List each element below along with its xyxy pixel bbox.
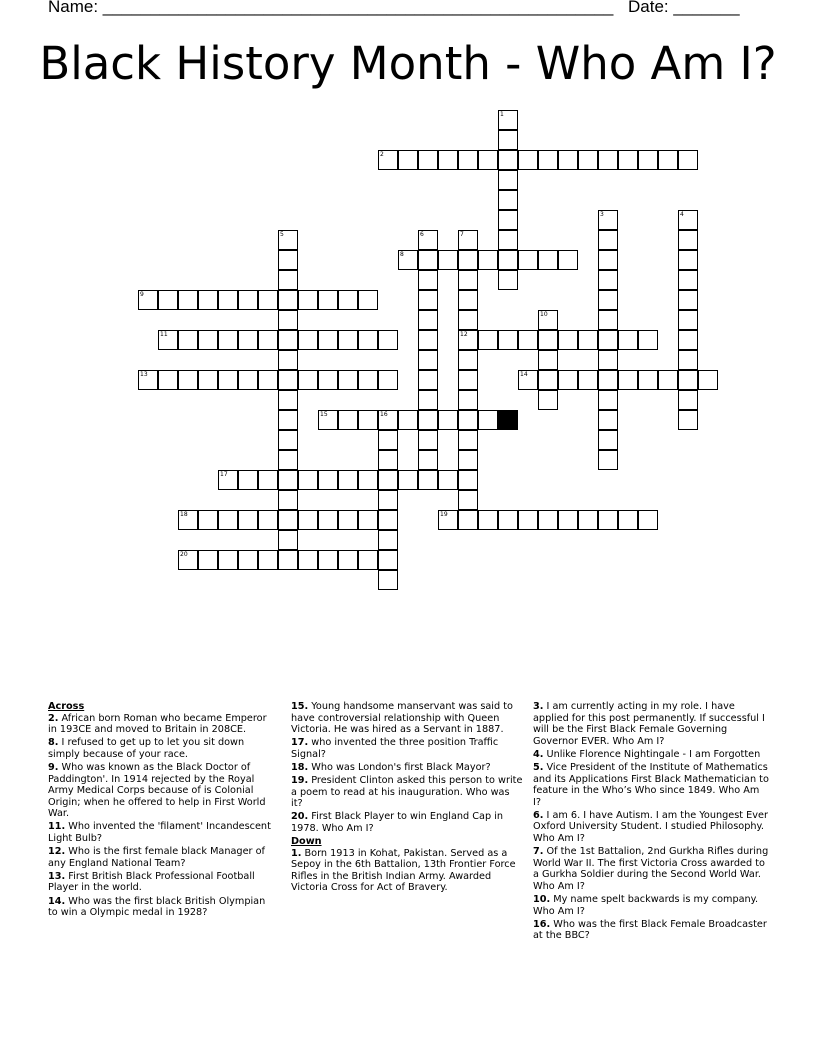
grid-cell[interactable] <box>178 550 198 570</box>
grid-cell[interactable] <box>418 310 438 330</box>
grid-cell[interactable] <box>498 330 518 350</box>
grid-cell[interactable] <box>278 370 298 390</box>
grid-cell[interactable] <box>678 370 698 390</box>
grid-cell[interactable] <box>698 370 718 390</box>
grid-cell[interactable] <box>378 330 398 350</box>
grid-cell[interactable] <box>358 330 378 350</box>
clue-down-10: 10. My name spelt backwards is my company. Who Am I? <box>533 894 759 917</box>
clues-column-2 <box>291 701 523 896</box>
grid-cell[interactable] <box>258 370 278 390</box>
grid-cell[interactable] <box>598 250 618 270</box>
grid-cell[interactable] <box>598 330 618 350</box>
grid-cell[interactable] <box>458 330 478 350</box>
clues-column-3 <box>533 701 769 943</box>
grid-cell[interactable] <box>518 330 538 350</box>
grid-cell[interactable] <box>598 350 618 370</box>
grid-cell[interactable] <box>598 430 618 450</box>
grid-cell[interactable] <box>538 390 558 410</box>
grid-cell[interactable] <box>678 390 698 410</box>
clue-number: 12 <box>460 331 468 338</box>
grid-cell[interactable] <box>618 370 638 390</box>
grid-cell[interactable] <box>678 310 698 330</box>
grid-cell[interactable] <box>478 330 498 350</box>
grid-cell[interactable] <box>418 150 438 170</box>
grid-cell[interactable] <box>678 270 698 290</box>
grid-cell[interactable] <box>198 510 218 530</box>
clue-across-8: 8. I refused to get up to let you sit down simply because of your race. <box>48 737 245 760</box>
clue-across-19: 19. President Clinton asked this person to write a poem to read at his inauguration. Who was it? <box>291 775 523 810</box>
grid-cell[interactable] <box>678 230 698 250</box>
name-field-label: Name: ______________________________________________________ <box>48 0 614 16</box>
grid-cell[interactable] <box>458 230 478 250</box>
clue-number: 16 <box>380 411 388 418</box>
clue-across-13: 13. First British Black Professional Football Player in the world. <box>48 870 255 894</box>
grid-cell[interactable] <box>338 510 358 530</box>
grid-cell[interactable] <box>198 370 218 390</box>
grid-cell[interactable] <box>218 470 238 490</box>
grid-cell[interactable] <box>238 470 258 490</box>
grid-cell[interactable] <box>218 370 238 390</box>
grid-cell[interactable] <box>138 290 158 310</box>
grid-cell[interactable] <box>638 330 658 350</box>
grid-cell[interactable] <box>218 290 238 310</box>
clue-across-15: 15. Young handsome manservant was said to have controversial relationship with Queen Victoria. He was hired as a Servant in 1887. <box>291 701 513 736</box>
grid-cell[interactable] <box>578 510 598 530</box>
grid-cell[interactable] <box>518 150 538 170</box>
grid-cell[interactable] <box>178 510 198 530</box>
grid-cell[interactable] <box>398 150 418 170</box>
clue-number: 8 <box>400 251 404 258</box>
grid-cell[interactable] <box>498 270 518 290</box>
clues-column-1 <box>48 701 278 920</box>
grid-cell[interactable] <box>498 110 518 130</box>
clue-number: 19 <box>440 511 448 518</box>
grid-cell[interactable] <box>278 430 298 450</box>
grid-cell[interactable] <box>538 510 558 530</box>
clue-number: 9 <box>140 291 144 298</box>
grid-cell[interactable] <box>418 350 438 370</box>
grid-cell[interactable] <box>198 330 218 350</box>
grid-cell[interactable] <box>638 150 658 170</box>
clue-number: 14 <box>520 371 528 378</box>
grid-cell[interactable] <box>238 550 258 570</box>
grid-cell[interactable] <box>658 150 678 170</box>
grid-cell[interactable] <box>258 550 278 570</box>
grid-cell[interactable] <box>618 330 638 350</box>
grid-cell[interactable] <box>138 370 158 390</box>
grid-cell[interactable] <box>418 330 438 350</box>
grid-cell[interactable] <box>298 550 318 570</box>
clue-down-3: 3. I am currently acting in my role. I have applied for this post permanently. If successful I will be the First Black Female Governing Governor EVER. Who Am I? <box>533 701 765 747</box>
grid-cell[interactable] <box>538 310 558 330</box>
grid-cell[interactable] <box>418 430 438 450</box>
grid-cell[interactable] <box>378 450 398 470</box>
grid-cell[interactable] <box>178 290 198 310</box>
clue-number: 15 <box>320 411 328 418</box>
grid-cell[interactable] <box>278 270 298 290</box>
grid-cell[interactable] <box>318 510 338 530</box>
grid-cell[interactable] <box>558 150 578 170</box>
grid-cell[interactable] <box>518 250 538 270</box>
grid-cell[interactable] <box>278 290 298 310</box>
grid-cell[interactable] <box>678 150 698 170</box>
grid-cell[interactable] <box>378 370 398 390</box>
grid-cell[interactable] <box>598 410 618 430</box>
grid-cell[interactable] <box>378 550 398 570</box>
black-square <box>498 410 518 430</box>
grid-cell[interactable] <box>458 410 478 430</box>
grid-cell[interactable] <box>378 150 398 170</box>
grid-cell[interactable] <box>358 410 378 430</box>
clue-across-14: 14. Who was the first black British Olympian to win a Olympic medal in 1928? <box>48 895 266 919</box>
grid-cell[interactable] <box>598 230 618 250</box>
grid-cell[interactable] <box>658 370 678 390</box>
grid-cell[interactable] <box>478 150 498 170</box>
grid-cell[interactable] <box>418 290 438 310</box>
clue-down-4: 4. Unlike Florence Nightingale - I am Forgotten <box>533 748 761 760</box>
grid-cell[interactable] <box>678 250 698 270</box>
grid-cell[interactable] <box>258 290 278 310</box>
grid-cell[interactable] <box>678 290 698 310</box>
grid-cell[interactable] <box>418 250 438 270</box>
grid-cell[interactable] <box>538 370 558 390</box>
clue-across-2: 2. African born Roman who became Emperor in 193CE and moved to Britain in 208CE. <box>48 712 267 736</box>
grid-cell[interactable] <box>158 290 178 310</box>
grid-cell[interactable] <box>458 370 478 390</box>
clue-across-11: 11. Who invented the 'filament' Incandescent Light Bulb? <box>48 821 271 845</box>
grid-cell[interactable] <box>278 530 298 550</box>
grid-cell[interactable] <box>318 550 338 570</box>
grid-cell[interactable] <box>598 270 618 290</box>
grid-cell[interactable] <box>458 290 478 310</box>
grid-cell[interactable] <box>498 250 518 270</box>
grid-cell[interactable] <box>498 170 518 190</box>
grid-cell[interactable] <box>598 390 618 410</box>
across-heading: Across <box>48 701 85 712</box>
grid-cell[interactable] <box>218 550 238 570</box>
clue-number: 18 <box>180 511 188 518</box>
grid-cell[interactable] <box>558 250 578 270</box>
grid-cell[interactable] <box>638 510 658 530</box>
grid-cell[interactable] <box>378 570 398 590</box>
page-title: Black History Month - Who Am I? <box>39 37 777 90</box>
grid-cell[interactable] <box>538 250 558 270</box>
grid-cell[interactable] <box>278 390 298 410</box>
grid-cell[interactable] <box>278 510 298 530</box>
grid-cell[interactable] <box>278 410 298 430</box>
grid-cell[interactable] <box>278 490 298 510</box>
grid-cell[interactable] <box>238 330 258 350</box>
grid-cell[interactable] <box>358 370 378 390</box>
grid-cell[interactable] <box>578 330 598 350</box>
down-heading: Down <box>291 836 322 848</box>
grid-cell[interactable] <box>498 230 518 250</box>
grid-cell[interactable] <box>298 290 318 310</box>
grid-cell[interactable] <box>418 410 438 430</box>
grid-cell[interactable] <box>598 510 618 530</box>
clue-across-12: 12. Who is the first female black Manager of any England National Team? <box>48 846 265 869</box>
grid-cell[interactable] <box>498 210 518 230</box>
grid-cell[interactable] <box>358 290 378 310</box>
grid-cell[interactable] <box>278 230 298 250</box>
grid-cell[interactable] <box>318 330 338 350</box>
grid-cell[interactable] <box>498 130 518 150</box>
grid-cell[interactable] <box>598 310 618 330</box>
grid-cell[interactable] <box>278 330 298 350</box>
grid-cell[interactable] <box>178 330 198 350</box>
grid-cell[interactable] <box>298 470 318 490</box>
grid-cell[interactable] <box>298 510 318 530</box>
grid-cell[interactable] <box>398 470 418 490</box>
grid-cell[interactable] <box>598 290 618 310</box>
grid-cell[interactable] <box>298 370 318 390</box>
clue-down-5: 5. Vice President of the Institute of Mathematics and its Applications First Black Mathematician to feature in the Who’s Who since 1849. Who Am I? <box>533 761 769 808</box>
clue-number: 6 <box>420 231 424 238</box>
grid-cell[interactable] <box>438 470 458 490</box>
grid-cell[interactable] <box>178 370 198 390</box>
grid-cell[interactable] <box>198 290 218 310</box>
grid-cell[interactable] <box>398 250 418 270</box>
grid-cell[interactable] <box>278 310 298 330</box>
grid-cell[interactable] <box>218 510 238 530</box>
grid-cell[interactable] <box>478 250 498 270</box>
grid-cell[interactable] <box>278 450 298 470</box>
grid-cell[interactable] <box>518 370 538 390</box>
grid-cell[interactable] <box>458 470 478 490</box>
grid-cell[interactable] <box>618 150 638 170</box>
grid-cell[interactable] <box>458 430 478 450</box>
grid-cell[interactable] <box>558 330 578 350</box>
grid-cell[interactable] <box>478 510 498 530</box>
grid-cell[interactable] <box>458 510 478 530</box>
grid-cell[interactable] <box>558 510 578 530</box>
grid-cell[interactable] <box>518 510 538 530</box>
grid-cell[interactable] <box>598 150 618 170</box>
grid-cell[interactable] <box>438 150 458 170</box>
grid-cell[interactable] <box>338 470 358 490</box>
grid-cell[interactable] <box>238 510 258 530</box>
grid-cell[interactable] <box>458 150 478 170</box>
grid-cell[interactable] <box>418 230 438 250</box>
clue-down-16: 16. Who was the first Black Female Broadcaster at the BBC? <box>533 918 767 942</box>
grid-cell[interactable] <box>618 510 638 530</box>
grid-cell[interactable] <box>278 470 298 490</box>
grid-cell[interactable] <box>238 290 258 310</box>
clue-across-9: 9. Who was known as the Black Doctor of Paddington'. In 1914 rejected by the Royal Army Medical Corps because of is Colonial Origin; when he offered to help in First World War. <box>48 761 266 820</box>
grid-cell[interactable] <box>158 370 178 390</box>
grid-cell[interactable] <box>258 330 278 350</box>
clue-number: 7 <box>460 231 464 238</box>
clue-number: 17 <box>220 471 228 478</box>
grid-cell[interactable] <box>238 370 258 390</box>
clue-number: 20 <box>180 551 188 558</box>
grid-cell[interactable] <box>458 490 478 510</box>
grid-cell[interactable] <box>358 470 378 490</box>
clue-number: 11 <box>160 331 168 338</box>
grid-cell[interactable] <box>278 350 298 370</box>
clue-across-17: 17. who invented the three position Traffic Signal? <box>291 737 499 760</box>
grid-cell[interactable] <box>318 470 338 490</box>
grid-cell[interactable] <box>378 430 398 450</box>
grid-cell[interactable] <box>358 510 378 530</box>
grid-cell[interactable] <box>298 330 318 350</box>
grid-cell[interactable] <box>378 490 398 510</box>
grid-cell[interactable] <box>318 410 338 430</box>
grid-cell[interactable] <box>218 330 238 350</box>
grid-cell[interactable] <box>338 410 358 430</box>
clue-number: 5 <box>280 231 284 238</box>
grid-cell[interactable] <box>438 250 458 270</box>
grid-cell[interactable] <box>598 450 618 470</box>
grid-cell[interactable] <box>278 550 298 570</box>
grid-cell[interactable] <box>458 270 478 290</box>
grid-cell[interactable] <box>418 450 438 470</box>
grid-cell[interactable] <box>458 390 478 410</box>
clue-number: 4 <box>680 211 684 218</box>
grid-cell[interactable] <box>538 150 558 170</box>
grid-cell[interactable] <box>198 550 218 570</box>
grid-cell[interactable] <box>258 510 278 530</box>
grid-cell[interactable] <box>318 290 338 310</box>
grid-cell[interactable] <box>378 410 398 430</box>
grid-cell[interactable] <box>418 390 438 410</box>
grid-cell[interactable] <box>678 350 698 370</box>
grid-cell[interactable] <box>458 450 478 470</box>
grid-cell[interactable] <box>578 150 598 170</box>
grid-cell[interactable] <box>578 370 598 390</box>
grid-cell[interactable] <box>558 370 578 390</box>
grid-cell[interactable] <box>538 350 558 370</box>
grid-cell[interactable] <box>378 510 398 530</box>
grid-cell[interactable] <box>378 530 398 550</box>
grid-cell[interactable] <box>498 510 518 530</box>
grid-cell[interactable] <box>638 370 658 390</box>
grid-cell[interactable] <box>458 250 478 270</box>
clue-number: 13 <box>140 371 148 378</box>
grid-cell[interactable] <box>538 330 558 350</box>
grid-cell[interactable] <box>438 510 458 530</box>
grid-cell[interactable] <box>418 470 438 490</box>
grid-cell[interactable] <box>598 210 618 230</box>
grid-cell[interactable] <box>278 250 298 270</box>
grid-cell[interactable] <box>598 370 618 390</box>
grid-cell[interactable] <box>338 330 358 350</box>
grid-cell[interactable] <box>458 310 478 330</box>
grid-cell[interactable] <box>478 410 498 430</box>
clue-down-7: 7. Of the 1st Battalion, 2nd Gurkha Rifles during World War II. The first Victoria Cross awarded to a Gurkha Soldier during the Second World War. Who Am I? <box>533 846 769 892</box>
grid-cell[interactable] <box>458 350 478 370</box>
date-field-label: Date: _______ <box>628 0 740 16</box>
grid-cell[interactable] <box>338 290 358 310</box>
clue-across-18: 18. Who was London's first Black Mayor? <box>291 761 491 773</box>
grid-cell[interactable] <box>398 410 418 430</box>
grid-cell[interactable] <box>338 370 358 390</box>
grid-cell[interactable] <box>378 470 398 490</box>
clue-down-6: 6. I am 6. I have Autism. I am the Youngest Ever Oxford University Student. I studied Philosophy. Who Am I? <box>533 809 768 845</box>
grid-cell[interactable] <box>258 470 278 490</box>
grid-cell[interactable] <box>498 150 518 170</box>
grid-cell[interactable] <box>678 330 698 350</box>
grid-cell[interactable] <box>158 330 178 350</box>
clue-down-1: 1. Born 1913 in Kohat, Pakistan. Served as a Sepoy in the 6th Battalion, 13th Frontier Force Rifles in the British Indian Army. Awarded Victoria Cross for Act of Bravery. <box>291 847 516 894</box>
grid-cell[interactable] <box>498 190 518 210</box>
grid-cell[interactable] <box>318 370 338 390</box>
clue-number: 1 <box>500 111 504 118</box>
clue-number: 3 <box>600 211 604 218</box>
grid-cell[interactable] <box>338 550 358 570</box>
clue-number: 2 <box>380 151 384 158</box>
grid-cell[interactable] <box>678 410 698 430</box>
clue-across-20: 20. First Black Player to win England Cap in 1978. Who Am I? <box>291 811 504 834</box>
clue-number: 10 <box>540 311 548 318</box>
grid-cell[interactable] <box>418 370 438 390</box>
grid-cell[interactable] <box>678 210 698 230</box>
grid-cell[interactable] <box>358 550 378 570</box>
grid-cell[interactable] <box>438 410 458 430</box>
grid-cell[interactable] <box>418 270 438 290</box>
